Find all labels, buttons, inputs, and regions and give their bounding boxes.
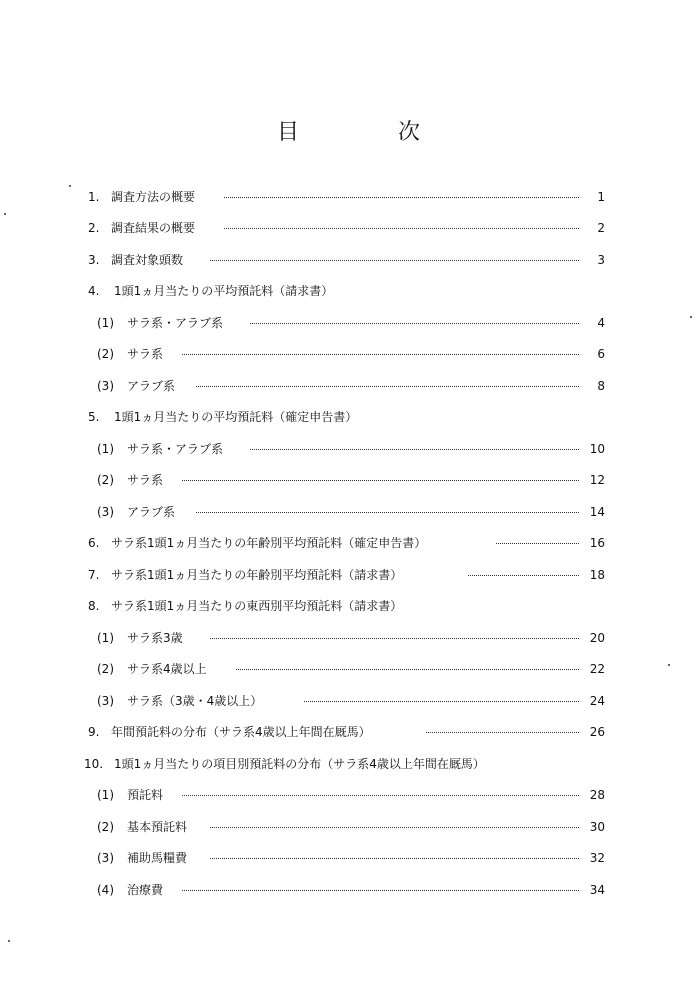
toc-entry-number: (1) xyxy=(97,316,114,330)
toc-entry-10[interactable] xyxy=(0,753,700,775)
toc-entry-page: 10 xyxy=(589,442,605,456)
toc-entry-5[interactable] xyxy=(0,406,700,428)
toc-entry-label: サラ系1頭1ヵ月当たりの東西別平均預託料（請求書） xyxy=(111,599,403,613)
page-title-char-2: 次 xyxy=(398,120,421,145)
dot-leader xyxy=(210,858,579,859)
dot-leader xyxy=(236,669,579,670)
toc-entry-label: 1頭1ヵ月当たりの項目別預託料の分布（サラ系4歳以上年間在厩馬） xyxy=(114,757,485,771)
dot-leader xyxy=(224,228,579,229)
toc-entry-number: 3. xyxy=(88,253,100,267)
toc-entry-number: (3) xyxy=(97,694,114,708)
toc-entry-number: (1) xyxy=(97,788,114,802)
toc-entry-label: サラ系・アラブ系 xyxy=(127,316,224,330)
toc-entry-label: サラ系4歳以上 xyxy=(127,662,207,676)
toc-entry-label: 1頭1ヵ月当たりの平均預託料（請求書） xyxy=(114,284,334,298)
toc-entry-label: 治療費 xyxy=(127,883,164,897)
toc-entry-number: (2) xyxy=(97,347,114,361)
dot-leader xyxy=(250,449,579,450)
toc-entry-label: サラ系3歳 xyxy=(127,631,183,645)
toc-entry-10-3[interactable] xyxy=(0,847,700,869)
toc-entry-label: アラブ系 xyxy=(127,505,176,519)
toc-entry-label: サラ系（3歳・4歳以上） xyxy=(127,694,263,708)
toc-entry-label: サラ系1頭1ヵ月当たりの年齢別平均預託料（請求書） xyxy=(111,568,403,582)
dot-leader xyxy=(496,543,579,544)
dot-leader xyxy=(196,512,579,513)
toc-entry-6[interactable] xyxy=(0,532,700,554)
toc-entry-number: (1) xyxy=(97,631,114,645)
toc-entry-label: 年間預託料の分布（サラ系4歳以上年間在厩馬） xyxy=(111,725,371,739)
toc-entry-page: 26 xyxy=(589,725,605,739)
toc-entry-number: 4. xyxy=(88,284,100,298)
toc-entry-label: 基本預託料 xyxy=(127,820,188,834)
toc-entry-page: 30 xyxy=(589,820,605,834)
toc-entry-page: 1 xyxy=(597,190,605,204)
scan-speck xyxy=(4,213,6,215)
dot-leader xyxy=(210,827,579,828)
dot-leader xyxy=(182,890,579,891)
dot-leader xyxy=(210,260,579,261)
page-title-char-1: 目 xyxy=(277,120,300,145)
dot-leader xyxy=(182,795,579,796)
toc-entry-label: 調査方法の概要 xyxy=(111,190,196,204)
toc-entry-1[interactable] xyxy=(0,186,700,208)
toc-entry-page: 20 xyxy=(589,631,605,645)
dot-leader xyxy=(250,323,579,324)
dot-leader xyxy=(304,701,579,702)
toc-entry-number: 1. xyxy=(88,190,100,204)
dot-leader xyxy=(426,732,579,733)
toc-entry-number: (2) xyxy=(97,473,114,487)
toc-entry-5-1[interactable] xyxy=(0,438,700,460)
toc-entry-label: 調査結果の概要 xyxy=(111,221,196,235)
toc-entry-8-3[interactable] xyxy=(0,690,700,712)
toc-entry-8[interactable] xyxy=(0,595,700,617)
dot-leader xyxy=(210,638,579,639)
toc-entry-7[interactable] xyxy=(0,564,700,586)
toc-entry-number: 2. xyxy=(88,221,100,235)
toc-entry-label: サラ系1頭1ヵ月当たりの年齢別平均預託料（確定申告書） xyxy=(111,536,427,550)
toc-entry-number: (3) xyxy=(97,505,114,519)
toc-entry-8-1[interactable] xyxy=(0,627,700,649)
dot-leader xyxy=(182,480,579,481)
toc-entry-page: 32 xyxy=(589,851,605,865)
toc-entry-page: 22 xyxy=(589,662,605,676)
toc-entry-number: 9. xyxy=(88,725,100,739)
scan-speck xyxy=(8,940,10,942)
dot-leader xyxy=(196,386,579,387)
toc-entry-10-1[interactable] xyxy=(0,784,700,806)
toc-entry-number: (2) xyxy=(97,820,114,834)
toc-entry-number: 10. xyxy=(84,757,104,771)
toc-entry-9[interactable] xyxy=(0,721,700,743)
toc-entry-page: 28 xyxy=(589,788,605,802)
toc-entry-5-2[interactable] xyxy=(0,469,700,491)
toc-entry-page: 3 xyxy=(597,253,605,267)
toc-entry-page: 14 xyxy=(589,505,605,519)
dot-leader xyxy=(224,197,579,198)
toc-entry-page: 6 xyxy=(597,347,605,361)
toc-entry-page: 24 xyxy=(589,694,605,708)
toc-entry-number: 5. xyxy=(88,410,100,424)
toc-entry-label: 補助馬糧費 xyxy=(127,851,188,865)
dot-leader xyxy=(182,354,579,355)
toc-entry-number: (2) xyxy=(97,662,114,676)
toc-entry-label: サラ系・アラブ系 xyxy=(127,442,224,456)
toc-entry-label: サラ系 xyxy=(127,473,164,487)
toc-entry-label: アラブ系 xyxy=(127,379,176,393)
toc-entry-label: 調査対象頭数 xyxy=(111,253,184,267)
toc-entry-number: 6. xyxy=(88,536,100,550)
toc-entry-page: 8 xyxy=(597,379,605,393)
toc-entry-3[interactable] xyxy=(0,249,700,271)
toc-entry-8-2[interactable] xyxy=(0,658,700,680)
toc-entry-4-2[interactable] xyxy=(0,343,700,365)
toc-entry-page: 4 xyxy=(597,316,605,330)
toc-entry-number: (3) xyxy=(97,379,114,393)
scan-speck xyxy=(690,316,692,318)
toc-entry-page: 18 xyxy=(589,568,605,582)
toc-entry-10-2[interactable] xyxy=(0,816,700,838)
scan-speck xyxy=(69,185,71,187)
toc-entry-4[interactable] xyxy=(0,280,700,302)
toc-entry-4-3[interactable] xyxy=(0,375,700,397)
scan-speck xyxy=(668,664,670,666)
toc-entry-number: 8. xyxy=(88,599,100,613)
dot-leader xyxy=(468,575,579,576)
toc-entry-label: 預託料 xyxy=(127,788,164,802)
toc-entry-page: 12 xyxy=(589,473,605,487)
toc-entry-label: 1頭1ヵ月当たりの平均預託料（確定申告書） xyxy=(114,410,358,424)
toc-entry-number: (4) xyxy=(97,883,114,897)
toc-entry-label: サラ系 xyxy=(127,347,164,361)
toc-entry-5-3[interactable] xyxy=(0,501,700,523)
toc-entry-number: (1) xyxy=(97,442,114,456)
toc-entry-number: (3) xyxy=(97,851,114,865)
toc-entry-page: 16 xyxy=(589,536,605,550)
toc-entry-10-4[interactable] xyxy=(0,879,700,901)
toc-entry-2[interactable] xyxy=(0,217,700,239)
toc-entry-4-1[interactable] xyxy=(0,312,700,334)
toc-entry-page: 34 xyxy=(589,883,605,897)
toc-entry-number: 7. xyxy=(88,568,100,582)
toc-entry-page: 2 xyxy=(597,221,605,235)
